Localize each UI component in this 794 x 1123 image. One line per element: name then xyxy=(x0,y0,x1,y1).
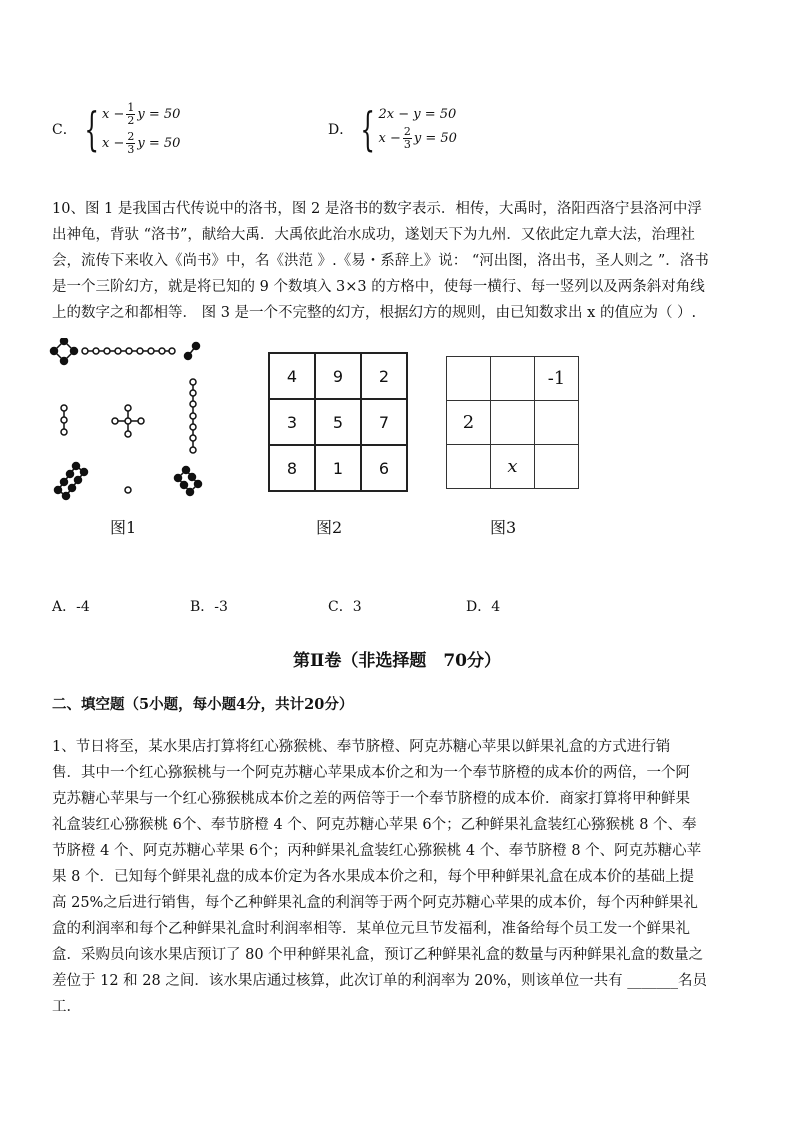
option-d-label: D． xyxy=(328,122,354,138)
luoshu-number-grid xyxy=(268,352,408,492)
grid2-cell: 2 xyxy=(361,353,407,399)
grid2-cell: 3 xyxy=(269,399,315,445)
grid3-cell xyxy=(535,401,579,445)
dots-3 xyxy=(61,405,67,435)
section-title: 二、填空题（5小题，每小题4分，共计20分） xyxy=(52,696,354,713)
equation-c1: x − $\frac{1}{2}$ y = 50 xyxy=(102,101,181,127)
equation-system-d xyxy=(379,107,457,151)
dots-4 xyxy=(51,338,78,365)
option-d: D．4 xyxy=(466,599,501,615)
grid2-cell: 5 xyxy=(315,399,361,445)
equation-system-c xyxy=(102,102,180,156)
grid3-cell: 2 xyxy=(447,401,491,445)
luoshu-figure xyxy=(48,338,208,503)
option-c-label: C． xyxy=(52,122,77,138)
grid3-cell xyxy=(491,357,535,401)
question-10-text: 10、图 1 是我国古代传说中的洛书，图 2 是洛书的数字表示．相传，大禹时，洛阳西洛宁县洛河中浮 出神龟，背驮 “洛书”，献给大禹．大禹依此治水成功，遂划天下为九州．又依此定九章大法，治理社 会，流传下来收入《尚书》中，名《洪范 》.《易・系辞上》说： “河出图，洛出书，圣人则之 ”．洛书 是一个三阶幻方，就是将已知的 9 个数填入 3×3 的方格中，使每一横行、每一竖列以及两条斜对角线 上的数字之和都相等． 图 3 是一个不完整的幻方，根据幻方的规则，由已知数求出 x 的值应为（ ）. xyxy=(52,201,709,321)
dots-2 xyxy=(185,343,200,360)
equation-d1: 2x − y = 50 xyxy=(378,107,457,122)
option-c: C． { x − $\frac{1}{2}$ y = 50 x − $\frac{2}{3}$ y = 50 xyxy=(52,101,181,156)
option-d: D． { 2x − y = 50 x − $\frac{2}{3}$ y = 50 xyxy=(328,102,457,156)
part-2-title: 第Ⅱ卷（非选择题 70分） xyxy=(293,651,501,671)
dots-6 xyxy=(175,467,202,496)
dots-1 xyxy=(125,487,131,493)
grid3-cell xyxy=(535,445,579,489)
grid3-cell: -1 xyxy=(535,357,579,401)
dots-8 xyxy=(55,463,88,500)
fill-question-1: 1、节日将至，某水果店打算将红心猕猴桃、奉节脐橙、阿克苏糖心苹果以鲜果礼盒的方式进行销 售．其中一个红心猕猴桃与一个阿克苏糖心苹果成本价之和为一个奉节脐橙的成本价的两倍，一个阿 克苏糖心苹果与一个红心猕猴桃成本价之差的两倍等于一个奉节脐橙的成本价．商家打算将甲种鲜果 礼盒装红心猕猴桃 6个、奉节脐橙 4 个、阿克苏糖心苹果 6个；乙种鲜果礼盒装红心猕猴桃 8 个、奉 节脐橙 4 个、阿克苏糖心苹果 6个；丙种鲜果礼盒装红心猕猴桃 4 个、奉节脐橙 8 个、阿克苏糖心苹 果 8 个．已知每个鲜果礼盘的成本价定为各水果成本价之和，每个甲种鲜果礼盒在成本价的基础上提 高 25%之后进行销售，每个乙种鲜果礼盒的利润等于两个阿克苏糖心苹果的成本价，每个丙种鲜果礼 盒的利润率和每个乙种鲜果礼盒时利润率相等．某单位元旦节发福利，准备给每个员工发一个鲜果礼 盒．采购员向该水果店预订了 80 个甲种鲜果礼盒，预订乙种鲜果礼盒的数量与丙种鲜果礼盒的数量之 差位于 12 和 28 之间．该水果店通过核算，此次订单的利润率为 20%，则该单位一共有 _______名员 工． xyxy=(52,739,708,1015)
option-b: B．-3 xyxy=(190,599,228,615)
grid2-cell: 6 xyxy=(361,445,407,491)
dots-5 xyxy=(112,405,144,437)
figure-1-caption: 图1 xyxy=(110,518,137,537)
dots-9 xyxy=(82,348,175,354)
incomplete-magic-square xyxy=(446,356,579,489)
grid2-cell: 9 xyxy=(315,353,361,399)
figure-3-caption: 图3 xyxy=(490,518,517,537)
grid3-cell xyxy=(447,357,491,401)
option-a: A．-4 xyxy=(52,599,90,615)
grid2-cell: 8 xyxy=(269,445,315,491)
grid2-cell: 4 xyxy=(269,353,315,399)
figure-2-caption: 图2 xyxy=(316,518,343,537)
equation-c2: x − $\frac{2}{3}$ y = 50 xyxy=(102,130,181,156)
grid2-cell: 1 xyxy=(315,445,361,491)
equation-d2: x − $\frac{2}{3}$ y = 50 xyxy=(378,125,457,151)
option-c: C．3 xyxy=(328,599,362,615)
grid3-cell xyxy=(447,445,491,489)
grid3-cell xyxy=(491,401,535,445)
dots-7 xyxy=(190,379,196,453)
grid2-cell: 7 xyxy=(361,399,407,445)
grid3-cell: x xyxy=(491,445,535,489)
